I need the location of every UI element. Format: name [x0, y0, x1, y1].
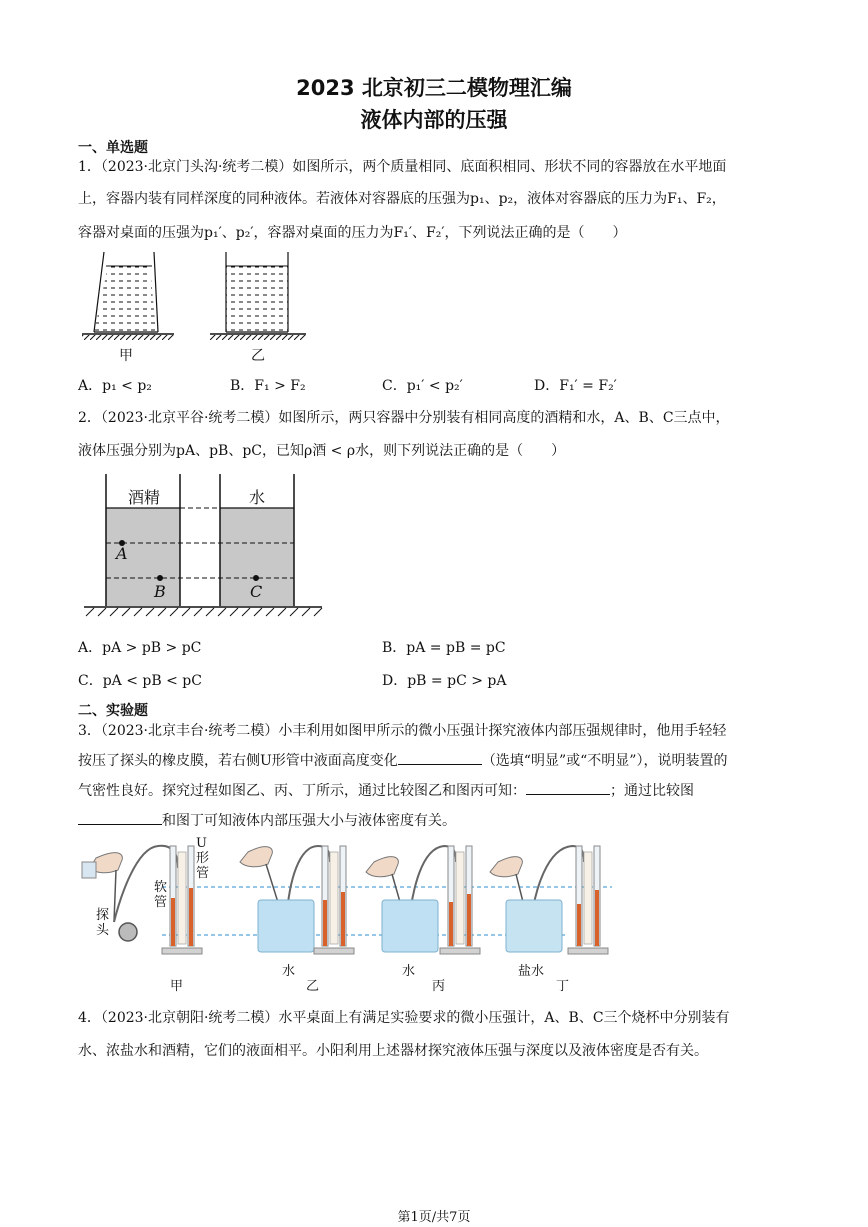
q4-line-2: 水、浓盐水和酒精，它们的液面相平。小阳利用上述器材探究液体压强与深度以及液体密度是否有关。 — [78, 1043, 708, 1059]
q1-option-d[interactable]: D．F₁′ = F₂′ — [534, 378, 617, 394]
q3-label-ding: 丁 — [556, 979, 570, 994]
q1-option-a[interactable]: A．p₁ < p₂ — [78, 378, 152, 394]
q2-option-d[interactable]: D．pB = pC > pA — [382, 673, 507, 689]
q3-blank-3[interactable] — [78, 812, 162, 825]
page-footer: 第1页/共7页 — [397, 1210, 471, 1225]
q3-line-1: 3．（2023·北京丰台·统考二模）小丰利用如图甲所示的微小压强计探究液体内部压强规律时，他用手轻轻 — [78, 723, 727, 739]
q2-label-water: 水 — [249, 488, 266, 507]
document-subtitle: 液体内部的压强 — [360, 108, 508, 132]
q3-line-3-text-b: ；通过比较图 — [610, 783, 694, 799]
q3-label-brine: 盐水 — [518, 964, 545, 979]
q3-blank-2[interactable] — [526, 782, 610, 795]
q3-label-jia: 甲 — [170, 979, 184, 994]
q4-line-1: 4．（2023·北京朝阳·统考二模）水平桌面上有满足实验要求的微小压强计，A、B、C三个烧杯中分别装有 — [78, 1010, 730, 1026]
q3-line-2 — [78, 750, 727, 770]
q2-line-1: 2．（2023·北京平谷·统考二模）如图所示，两只容器中分别装有相同高度的酒精和水，A、B、C三点中， — [78, 410, 730, 426]
section-experiment: 二、实验题 — [78, 703, 148, 719]
q1-option-b[interactable]: B．F₁ > F₂ — [230, 378, 306, 394]
q3-label-water-yi: 水 — [282, 964, 296, 979]
q3-line-2-text-b: （选填“明显”或“不明显”），说明装置的 — [481, 753, 728, 769]
q3-line-2-text-a: 按压了探头的橡皮膜，若右侧U形管中液面高度变化 — [78, 753, 398, 769]
q2-label-point-c: C — [250, 582, 263, 601]
q2-option-a[interactable]: A．pA > pB > pC — [78, 640, 202, 656]
q2-label-point-a: A — [116, 544, 128, 563]
q3-label-u-tube: U形管 — [196, 836, 210, 881]
q2-label-alcohol: 酒精 — [128, 488, 161, 507]
q1-fig-label-yi: 乙 — [251, 348, 265, 364]
q3-blank-1[interactable] — [398, 752, 482, 765]
q3-line-4 — [78, 810, 456, 830]
q3-label-water-bing: 水 — [402, 964, 416, 979]
q1-line-1: 1．（2023·北京门头沟·统考二模）如图所示，两个质量相同、底面积相同、形状不同的容器放在水平地面 — [78, 159, 727, 175]
q2-label-point-b: B — [154, 582, 166, 601]
q3-label-probe: 探头 — [96, 908, 110, 938]
section-single-choice: 一、单选题 — [78, 140, 148, 156]
q1-fig-label-jia: 甲 — [119, 348, 133, 364]
q3-label-hose: 软管 — [154, 880, 168, 910]
q3-line-3-text-a: 气密性良好。探究过程如图乙、丙、丁所示，通过比较图乙和图丙可知： — [78, 783, 526, 799]
document-title: 2023 北京初三二模物理汇编 — [296, 76, 572, 100]
q2-line-2: 液体压强分别为pA、pB、pC，已知ρ酒 < ρ水，则下列说法正确的是（ ） — [78, 443, 566, 459]
q1-line-2: 上，容器内装有同样深度的同种液体。若液体对容器底的压强为p₁、p₂，液体对容器底的压力为F₁、F₂， — [78, 191, 726, 207]
q3-label-bing: 丙 — [432, 979, 446, 994]
q2-option-b[interactable]: B．pA = pB = pC — [382, 640, 506, 656]
q3-line-4-text: 和图丁可知液体内部压强大小与液体密度有关。 — [162, 813, 456, 829]
q3-label-yi: 乙 — [306, 979, 320, 994]
q1-line-3: 容器对桌面的压强为p₁′、p₂′，容器对桌面的压力为F₁′、F₂′，下列说法正确的是（ ） — [78, 225, 627, 241]
q3-line-3 — [78, 780, 694, 800]
q1-option-c[interactable]: C．p₁′ < p₂′ — [382, 378, 463, 394]
q2-option-c[interactable]: C．pA < pB < pC — [78, 673, 202, 689]
q1-figure-containers — [78, 250, 318, 360]
